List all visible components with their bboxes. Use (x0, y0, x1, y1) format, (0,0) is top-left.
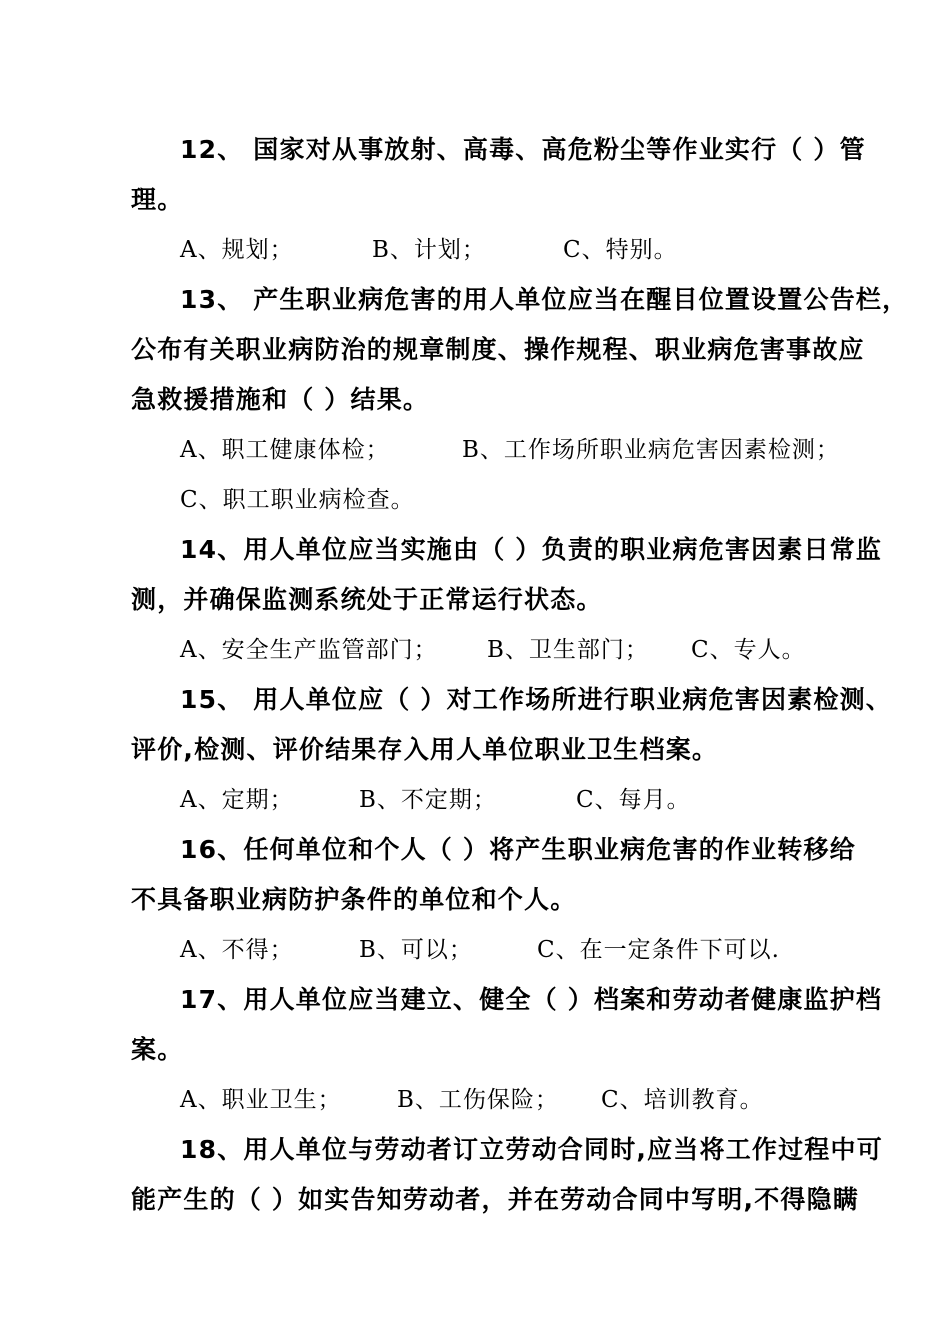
question-14-option-c: C、专人。 (691, 637, 806, 663)
question-15-option-a: A、定期； (180, 787, 294, 813)
question-12-option-c: C、特别。 (563, 237, 678, 263)
question-16-option-c: C、在一定条件下可以. (537, 937, 780, 963)
question-12-line-1: 12、 国家对从事放射、高毒、高危粉尘等作业实行（ ）管 (180, 135, 866, 164)
question-13-options-row-2 (180, 480, 870, 520)
question-16-line-2: 不具备职业病防护条件的单位和个人。 (131, 885, 577, 914)
question-15-option-c: C、每月。 (576, 787, 691, 813)
question-12-option-b: B、计划； (372, 237, 486, 263)
question-15-option-b: B、不定期； (359, 787, 497, 813)
question-12-option-a: A、规划； (180, 237, 294, 263)
question-14-line-1: 14、用人单位应当实施由（ ）负责的职业病危害因素日常监 (180, 535, 883, 564)
question-17-option-b: B、工伤保险； (397, 1087, 559, 1113)
question-12-options (180, 230, 870, 270)
question-14-option-a: A、安全生产监管部门； (180, 637, 438, 663)
question-13-line-3: 急救援措施和（ ）结果。 (131, 385, 430, 414)
question-17-option-c: C、培训教育。 (601, 1087, 764, 1113)
question-15-line-2: 评价,检测、评价结果存入用人单位职业卫生档案。 (131, 735, 719, 764)
question-13-option-c: C、职工职业病检查。 (180, 487, 415, 513)
question-17-line-1: 17、用人单位应当建立、健全（ ）档案和劳动者健康监护档 (180, 985, 883, 1014)
question-16-option-a: A、不得； (180, 937, 294, 963)
question-14-options (180, 630, 870, 670)
question-17-line-2: 案。 (131, 1035, 184, 1064)
question-14-line-2: 测，并确保监测系统处于正常运行状态。 (131, 585, 603, 614)
question-14-option-b: B、卫生部门； (487, 637, 649, 663)
question-15-options (180, 780, 870, 820)
question-15-line-1: 15、 用人单位应（ ）对工作场所进行职业病危害因素检测、 (180, 685, 892, 714)
question-16-option-b: B、可以； (359, 937, 473, 963)
question-12-line-2: 理。 (131, 185, 184, 214)
question-13-line-1: 13、 产生职业病危害的用人单位应当在醒目位置设置公告栏， (180, 285, 909, 314)
question-16-options (180, 930, 870, 970)
question-17-options (180, 1080, 870, 1120)
question-13-option-b: B、工作场所职业病危害因素检测； (462, 437, 840, 463)
question-18-line-1: 18、用人单位与劳动者订立劳动合同时,应当将工作过程中可 (180, 1135, 883, 1164)
question-16-line-1: 16、任何单位和个人（ ）将产生职业病危害的作业转移给 (180, 835, 856, 864)
question-13-option-a: A、职工健康体检； (180, 437, 390, 463)
question-13-line-2: 公布有关职业病防治的规章制度、操作规程、职业病危害事故应 (131, 335, 865, 364)
question-18-line-2: 能产生的（ ）如实告知劳动者，并在劳动合同中写明,不得隐瞒 (131, 1185, 860, 1214)
question-13-options-row-1 (180, 430, 870, 470)
question-17-option-a: A、职业卫生； (180, 1087, 342, 1113)
